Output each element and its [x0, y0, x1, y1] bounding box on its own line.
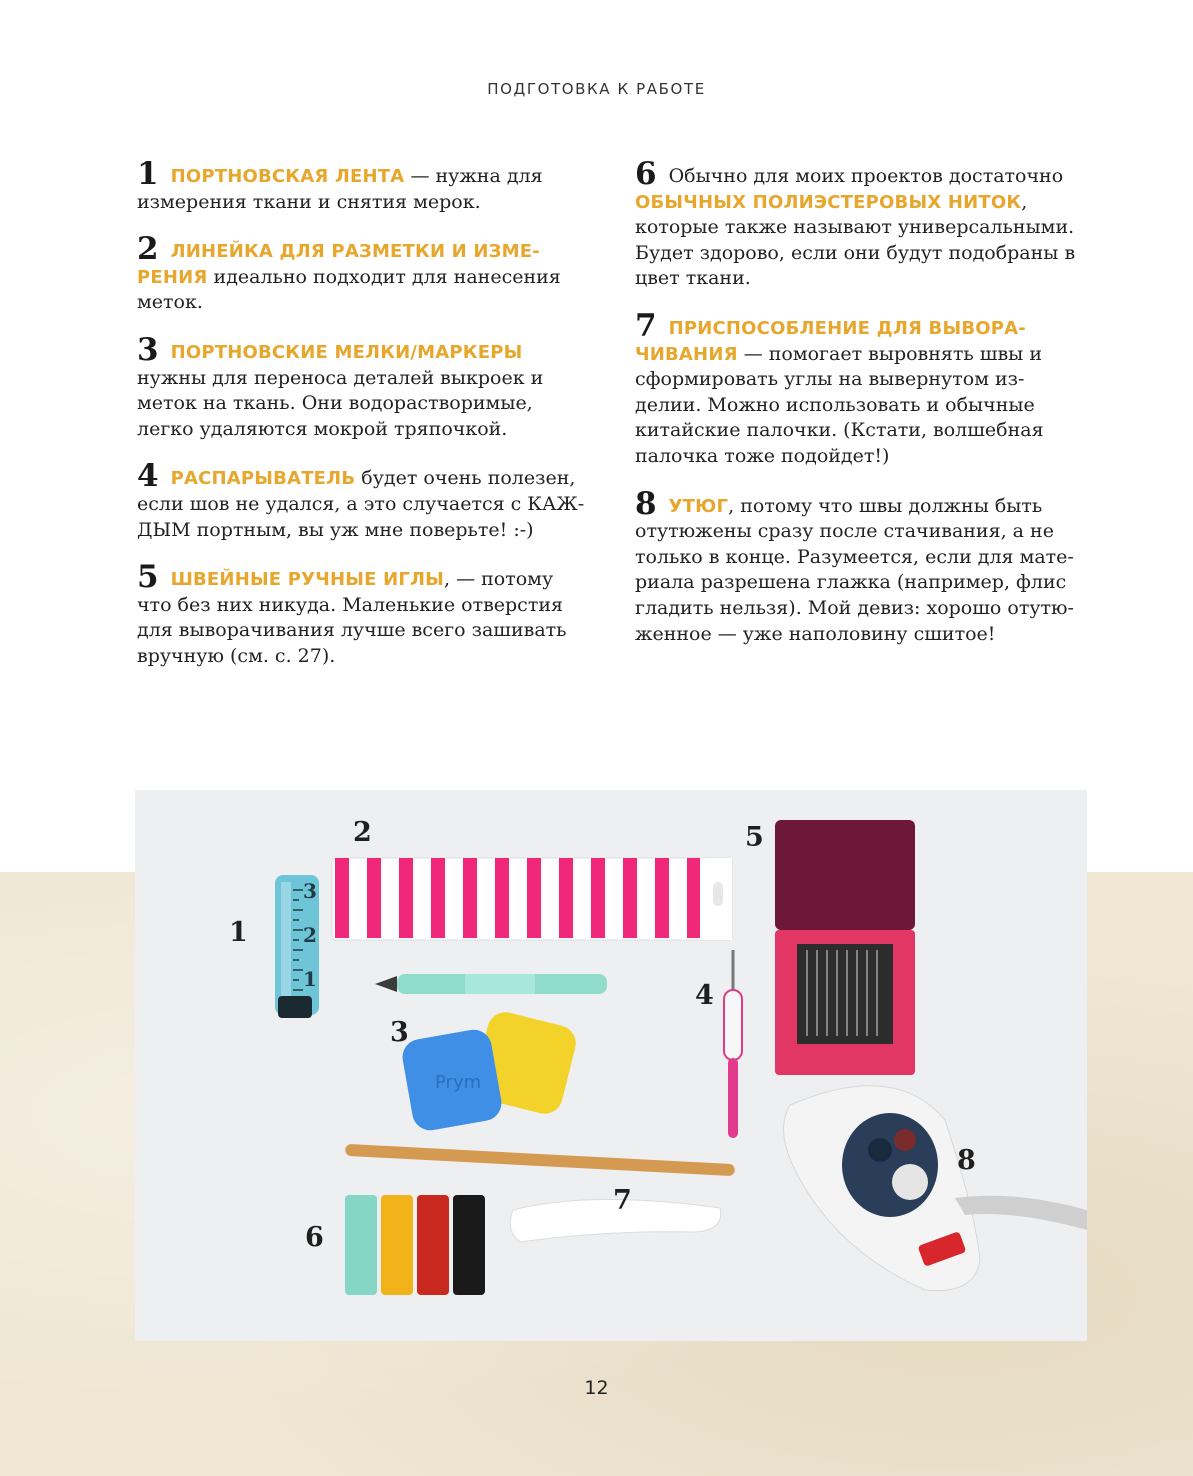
item-number: 2	[137, 231, 159, 268]
tape-measure-icon	[275, 875, 319, 1018]
item-number: 7	[635, 307, 657, 344]
item-term: ЛИНЕЙКА ДЛЯ РАЗМЕТКИ И ИЗМЕ-РЕНИЯ	[137, 241, 540, 288]
svg-text:2: 2	[303, 923, 317, 947]
item-8	[635, 485, 1085, 648]
needle-book-icon	[775, 820, 915, 1075]
ruler-icon	[332, 858, 732, 940]
item-2	[137, 231, 587, 316]
item-term: ПОРТНОВСКАЯ ЛЕНТА	[170, 166, 405, 187]
tailor-chalk-icon	[400, 1008, 580, 1133]
item-text: , — потому что без них никуда. Маленькие отверстия для выворачивания лучше всего зашивать вручную (см. с. 27).	[137, 568, 567, 667]
item-number: 6	[635, 156, 657, 192]
item-term: ШВЕЙНЫЕ РУЧНЫЕ ИГЛЫ	[170, 569, 445, 591]
item-term: ПОРТНОВСКИЕ МЕЛКИ/МАРКЕРЫ	[170, 341, 523, 363]
chalk-pencil-icon	[375, 974, 607, 994]
item-text: — помогает выровнять швы и сформировать углы на вывернутом из-делии. Можно использовать и обычные китайские палочки. (Кстати, волшебная палочка тоже подойдет!)	[635, 342, 1044, 467]
item-term: ОБЫЧНЫХ ПОЛИЭСТЕРОВЫХ НИТОК	[635, 191, 1022, 213]
svg-text:Prym: Prym	[435, 1072, 482, 1093]
item-pre-text: Обычно для моих проектов достаточно	[668, 165, 1064, 187]
item-number: 8	[635, 485, 657, 522]
item-text: , потому что швы должны быть отутюжены сразу после стачивания, а не только в конце. Разумеется, если для мате-риала разрешена глажка (например, флис гладить нельзя). Мой девиз: хорошо отутю-женное — уже наполовину сшитое!	[635, 494, 1074, 645]
item-number: 1	[137, 156, 159, 192]
left-column	[137, 156, 587, 692]
item-term: УТЮГ	[668, 495, 729, 517]
item-6	[635, 156, 1085, 292]
photo-label-8: 8	[957, 1145, 976, 1176]
chopstick-icon	[345, 1144, 735, 1176]
item-number: 4	[137, 458, 159, 495]
item-7	[635, 307, 1085, 470]
photo-label-1: 1	[229, 917, 248, 948]
photo-label-4: 4	[695, 980, 714, 1011]
photo-label-7: 7	[613, 1185, 632, 1216]
page-number: 12	[584, 1377, 609, 1399]
item-number: 3	[137, 331, 159, 368]
item-3	[137, 331, 587, 442]
item-text: идеально подходит для нанесения меток.	[137, 265, 561, 314]
item-1	[137, 156, 587, 215]
photo-label-3: 3	[390, 1017, 409, 1048]
thread-spools-icon	[345, 1195, 485, 1295]
item-text: , которые также называют универсальными. Будет здорово, если они будут подобраны в цвет ткани.	[635, 190, 1076, 290]
item-5	[137, 559, 587, 669]
photo-label-2: 2	[353, 817, 372, 848]
iron-icon	[784, 1086, 1087, 1291]
item-text: — нужна для измерения ткани и снятия мерок.	[137, 165, 543, 213]
item-term: РАСПАРЫВАТЕЛЬ	[170, 468, 356, 490]
item-text: нужны для переноса деталей выкроек и меток на ткань. Они водорастворимые, легко удаляются мокрой тряпочкой.	[137, 366, 544, 440]
item-number: 5	[137, 559, 159, 596]
tools-illustration	[135, 790, 1087, 1341]
right-column	[635, 156, 1085, 669]
photo-label-5: 5	[745, 822, 764, 853]
photo-label-6: 6	[305, 1222, 324, 1253]
svg-text:3: 3	[303, 879, 317, 903]
running-header: ПОДГОТОВКА К РАБОТЕ	[487, 80, 706, 98]
item-term: ПРИСПОСОБЛЕНИЕ ДЛЯ ВЫВОРА-ЧИВАНИЯ	[635, 317, 1026, 365]
item-4	[137, 458, 587, 543]
seam-ripper-icon	[724, 950, 742, 1138]
item-text: будет очень полезен, если шов не удался, а это случается с КАЖ-ДЫМ портным, вы уж мне поверьте! :-)	[137, 467, 585, 541]
tools-photo	[135, 790, 1087, 1341]
svg-text:1: 1	[303, 967, 317, 991]
